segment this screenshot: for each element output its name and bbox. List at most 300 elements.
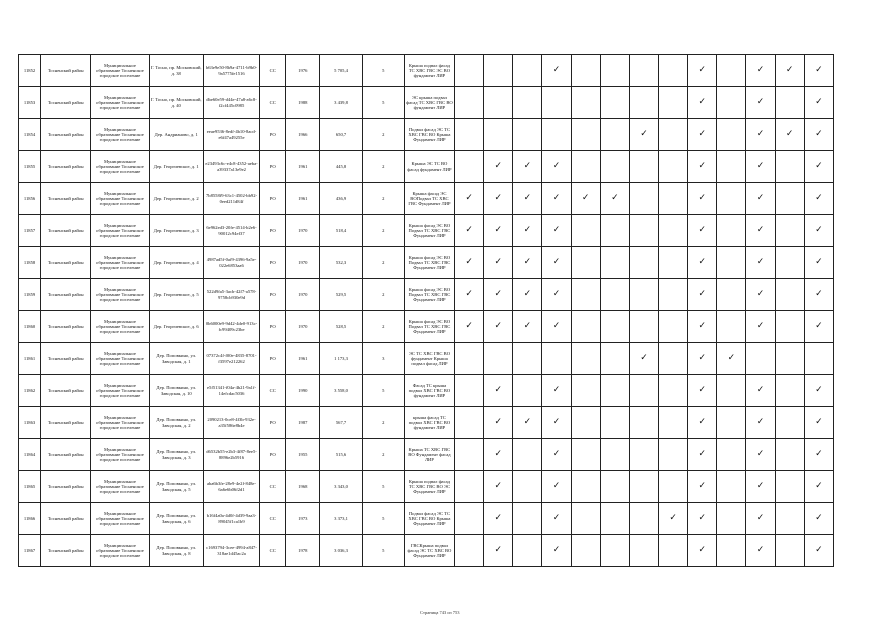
area-cell: 5 705,4 bbox=[320, 55, 362, 87]
table-row bbox=[19, 87, 834, 119]
empty-check-cell bbox=[659, 375, 688, 407]
address-cell: Дер. Георгиевское, д. 2 bbox=[149, 183, 203, 215]
empty-check-cell bbox=[542, 119, 571, 151]
table-row bbox=[19, 55, 834, 87]
fias-code-cell: b16f4a0a-4d0f-4d39-9aa3-89045f1ca1b9 bbox=[203, 503, 259, 535]
row-id: 11865 bbox=[19, 471, 41, 503]
empty-check-cell bbox=[775, 375, 804, 407]
works-cell: Крыша подвал фасад ТС ХВС ГВС ЭС ВО фундамент ЛИР bbox=[404, 55, 454, 87]
district-cell: Тосненский район bbox=[41, 471, 91, 503]
empty-check-cell bbox=[571, 151, 600, 183]
area-cell: 529,5 bbox=[320, 279, 362, 311]
check-mark-icon: ✓ bbox=[688, 439, 717, 471]
year-cell: 1968 bbox=[286, 471, 320, 503]
year-cell: 1970 bbox=[286, 279, 320, 311]
empty-check-cell bbox=[659, 471, 688, 503]
floors-cell: 2 bbox=[362, 215, 404, 247]
year-cell: 1990 bbox=[286, 375, 320, 407]
check-mark-icon: ✓ bbox=[804, 215, 833, 247]
year-cell: 1970 bbox=[286, 247, 320, 279]
empty-check-cell bbox=[629, 183, 658, 215]
check-mark-icon: ✓ bbox=[688, 87, 717, 119]
empty-check-cell bbox=[717, 439, 746, 471]
year-cell: 1970 bbox=[286, 215, 320, 247]
check-mark-icon: ✓ bbox=[688, 375, 717, 407]
works-cell: крыша фасад ТС подвал ХВС ГВС ВО фундамент ЛИР bbox=[404, 407, 454, 439]
municipality-cell: Муниципальное образование Тосненское городское поселение bbox=[91, 55, 149, 87]
check-mark-icon: ✓ bbox=[746, 279, 775, 311]
area-cell: 567,7 bbox=[320, 407, 362, 439]
floors-cell: 5 bbox=[362, 503, 404, 535]
check-mark-icon: ✓ bbox=[513, 247, 542, 279]
house-type-cell: СС bbox=[260, 503, 286, 535]
check-mark-icon: ✓ bbox=[804, 151, 833, 183]
check-mark-icon: ✓ bbox=[688, 215, 717, 247]
check-mark-icon: ✓ bbox=[513, 407, 542, 439]
empty-check-cell bbox=[571, 439, 600, 471]
check-mark-icon: ✓ bbox=[688, 183, 717, 215]
check-mark-icon: ✓ bbox=[484, 279, 513, 311]
empty-check-cell bbox=[513, 343, 542, 375]
check-mark-icon: ✓ bbox=[746, 119, 775, 151]
works-cell: Фасад ТС крыша подвал ХВС ГВС ВО фундамент ЛИР bbox=[404, 375, 454, 407]
district-cell: Тосненский район bbox=[41, 247, 91, 279]
check-mark-icon: ✓ bbox=[484, 311, 513, 343]
empty-check-cell bbox=[659, 247, 688, 279]
address-cell: Дер. Георгиевское, д. 6 bbox=[149, 311, 203, 343]
floors-cell: 2 bbox=[362, 119, 404, 151]
empty-check-cell bbox=[571, 87, 600, 119]
table-row bbox=[19, 183, 834, 215]
empty-check-cell bbox=[629, 279, 658, 311]
empty-check-cell bbox=[659, 279, 688, 311]
address-cell: Дер. Георгиевское, д. 4 bbox=[149, 247, 203, 279]
house-type-cell: СС bbox=[260, 535, 286, 567]
empty-check-cell bbox=[717, 471, 746, 503]
district-cell: Тосненский район bbox=[41, 375, 91, 407]
empty-check-cell bbox=[746, 343, 775, 375]
check-mark-icon: ✓ bbox=[571, 183, 600, 215]
address-cell: Дер. Поповкино, ул. Заводская, д. 6 bbox=[149, 503, 203, 535]
municipality-cell: Муниципальное образование Тосненское городское поселение bbox=[91, 279, 149, 311]
check-mark-icon: ✓ bbox=[513, 311, 542, 343]
empty-check-cell bbox=[775, 407, 804, 439]
district-cell: Тосненский район bbox=[41, 119, 91, 151]
check-mark-icon: ✓ bbox=[804, 183, 833, 215]
empty-check-cell bbox=[775, 247, 804, 279]
works-cell: Крыша фасад ЭС ВОПодвал ТС ХВС ГВС Фундамент ЛИР bbox=[404, 183, 454, 215]
empty-check-cell bbox=[629, 375, 658, 407]
empty-check-cell bbox=[775, 471, 804, 503]
empty-check-cell bbox=[717, 375, 746, 407]
row-id: 11856 bbox=[19, 183, 41, 215]
empty-check-cell bbox=[571, 407, 600, 439]
check-mark-icon: ✓ bbox=[804, 439, 833, 471]
empty-check-cell bbox=[455, 151, 484, 183]
check-mark-icon: ✓ bbox=[688, 279, 717, 311]
municipality-cell: Муниципальное образование Тосненское городское поселение bbox=[91, 439, 149, 471]
empty-check-cell bbox=[600, 471, 629, 503]
district-cell: Тосненский район bbox=[41, 55, 91, 87]
empty-check-cell bbox=[513, 535, 542, 567]
works-cell: Крыша фасад ЭС ВО Подвал ТС ХВС ГВС Фундамент ЛИР bbox=[404, 311, 454, 343]
empty-check-cell bbox=[455, 471, 484, 503]
check-mark-icon: ✓ bbox=[746, 311, 775, 343]
check-mark-icon: ✓ bbox=[542, 279, 571, 311]
address-cell: Дер. Поповкино, ул. Заводская, д. 5 bbox=[149, 471, 203, 503]
address-cell: Дер. Поповкино, ул. Заводская, д. 1 bbox=[149, 343, 203, 375]
check-mark-icon: ✓ bbox=[746, 151, 775, 183]
empty-check-cell bbox=[659, 343, 688, 375]
register-table bbox=[18, 54, 834, 567]
area-cell: 3 558,0 bbox=[320, 375, 362, 407]
check-mark-icon: ✓ bbox=[804, 87, 833, 119]
year-cell: 1970 bbox=[286, 311, 320, 343]
table-row bbox=[19, 215, 834, 247]
check-mark-icon: ✓ bbox=[484, 471, 513, 503]
row-id: 11857 bbox=[19, 215, 41, 247]
empty-check-cell bbox=[455, 343, 484, 375]
year-cell: 1988 bbox=[286, 87, 320, 119]
check-mark-icon: ✓ bbox=[804, 279, 833, 311]
row-id: 11861 bbox=[19, 343, 41, 375]
floors-cell: 5 bbox=[362, 55, 404, 87]
check-mark-icon: ✓ bbox=[455, 183, 484, 215]
check-mark-icon: ✓ bbox=[804, 247, 833, 279]
empty-check-cell bbox=[571, 535, 600, 567]
empty-check-cell bbox=[717, 279, 746, 311]
floors-cell: 2 bbox=[362, 247, 404, 279]
fias-code-cell: 2090213-0ce8-4f3b-932e-a35f586e8b4e bbox=[203, 407, 259, 439]
works-cell: Подвал фасад ЭС ТС ХВС ГВС ВО Крыша Фундамент ЛИР bbox=[404, 503, 454, 535]
check-mark-icon: ✓ bbox=[513, 279, 542, 311]
row-id: 11859 bbox=[19, 279, 41, 311]
municipality-cell: Муниципальное образование Тосненское городское поселение bbox=[91, 87, 149, 119]
row-id: 11866 bbox=[19, 503, 41, 535]
empty-check-cell bbox=[455, 375, 484, 407]
empty-check-cell bbox=[717, 55, 746, 87]
area-cell: 3 373,1 bbox=[320, 503, 362, 535]
register-rows bbox=[19, 55, 834, 567]
district-cell: Тосненский район bbox=[41, 151, 91, 183]
empty-check-cell bbox=[659, 87, 688, 119]
house-type-cell: СС bbox=[260, 55, 286, 87]
floors-cell: 3 bbox=[362, 343, 404, 375]
empty-check-cell bbox=[717, 247, 746, 279]
fias-code-cell: eeae9536-8edf-4b10-8acd-e6f47a49255e bbox=[203, 119, 259, 151]
empty-check-cell bbox=[717, 407, 746, 439]
district-cell: Тосненский район bbox=[41, 311, 91, 343]
check-mark-icon: ✓ bbox=[484, 375, 513, 407]
works-cell: ГВСКрыша подвал фасад ЭС ТС ХВС ВО Фундамент ЛИР bbox=[404, 535, 454, 567]
empty-check-cell bbox=[629, 535, 658, 567]
empty-check-cell bbox=[629, 311, 658, 343]
check-mark-icon: ✓ bbox=[746, 503, 775, 535]
works-cell: Крыша ТС ХВС ГВС ВО Фундамент фасад ЛИР bbox=[404, 439, 454, 471]
empty-check-cell bbox=[659, 215, 688, 247]
works-cell: Крыша подвал фасад ТС ХВС ГВС ВО ЭС Фундамент ЛИР bbox=[404, 471, 454, 503]
district-cell: Тосненский район bbox=[41, 183, 91, 215]
check-mark-icon: ✓ bbox=[484, 503, 513, 535]
check-mark-icon: ✓ bbox=[484, 247, 513, 279]
house-type-cell: СС bbox=[260, 375, 286, 407]
area-cell: 445,8 bbox=[320, 151, 362, 183]
empty-check-cell bbox=[659, 151, 688, 183]
check-mark-icon: ✓ bbox=[746, 247, 775, 279]
page-footer: Страница 743 из 753 bbox=[420, 610, 460, 615]
municipality-cell: Муниципальное образование Тосненское городское поселение bbox=[91, 535, 149, 567]
row-id: 11853 bbox=[19, 87, 41, 119]
empty-check-cell bbox=[600, 439, 629, 471]
empty-check-cell bbox=[717, 151, 746, 183]
empty-check-cell bbox=[513, 439, 542, 471]
empty-check-cell bbox=[513, 55, 542, 87]
check-mark-icon: ✓ bbox=[542, 439, 571, 471]
check-mark-icon: ✓ bbox=[746, 535, 775, 567]
check-mark-icon: ✓ bbox=[804, 471, 833, 503]
year-cell: 1976 bbox=[286, 55, 320, 87]
check-mark-icon: ✓ bbox=[484, 215, 513, 247]
floors-cell: 2 bbox=[362, 407, 404, 439]
empty-check-cell bbox=[484, 343, 513, 375]
empty-check-cell bbox=[629, 439, 658, 471]
district-cell: Тосненский район bbox=[41, 407, 91, 439]
empty-check-cell bbox=[571, 247, 600, 279]
check-mark-icon: ✓ bbox=[746, 439, 775, 471]
fias-code-cell: 0b6000e9-9d42-4de0-913c-fc99409c23be bbox=[203, 311, 259, 343]
check-mark-icon: ✓ bbox=[688, 407, 717, 439]
check-mark-icon: ✓ bbox=[542, 535, 571, 567]
check-mark-icon: ✓ bbox=[804, 311, 833, 343]
municipality-cell: Муниципальное образование Тосненское городское поселение bbox=[91, 343, 149, 375]
works-cell: Крыша фасад ЭС ВО Подвал ТС ХВС ГВС Фундамент ЛИР bbox=[404, 215, 454, 247]
empty-check-cell bbox=[571, 375, 600, 407]
check-mark-icon: ✓ bbox=[804, 503, 833, 535]
fias-code-cell: dbe60e59-d44e-47a8-a6c8-f2cf445c0985 bbox=[203, 87, 259, 119]
house-type-cell: РО bbox=[260, 247, 286, 279]
empty-check-cell bbox=[600, 119, 629, 151]
check-mark-icon: ✓ bbox=[688, 151, 717, 183]
empty-check-cell bbox=[629, 87, 658, 119]
check-mark-icon: ✓ bbox=[688, 119, 717, 151]
fias-code-cell: e5f51341-f04a-4b21-9a1f-14efcdac5036 bbox=[203, 375, 259, 407]
municipality-cell: Муниципальное образование Тосненское городское поселение bbox=[91, 151, 149, 183]
check-mark-icon: ✓ bbox=[542, 311, 571, 343]
empty-check-cell bbox=[455, 87, 484, 119]
empty-check-cell bbox=[629, 247, 658, 279]
empty-check-cell bbox=[717, 119, 746, 151]
year-cell: 1973 bbox=[286, 503, 320, 535]
row-id: 11867 bbox=[19, 535, 41, 567]
check-mark-icon: ✓ bbox=[600, 183, 629, 215]
check-mark-icon: ✓ bbox=[629, 119, 658, 151]
empty-check-cell bbox=[775, 439, 804, 471]
area-cell: 515,6 bbox=[320, 439, 362, 471]
empty-check-cell bbox=[659, 439, 688, 471]
empty-check-cell bbox=[513, 119, 542, 151]
empty-check-cell bbox=[659, 55, 688, 87]
house-type-cell: СС bbox=[260, 87, 286, 119]
empty-check-cell bbox=[513, 375, 542, 407]
area-cell: 532,3 bbox=[320, 247, 362, 279]
floors-cell: 5 bbox=[362, 375, 404, 407]
empty-check-cell bbox=[659, 119, 688, 151]
address-cell: Дер. Поповкино, ул. Заводская, д. 2 bbox=[149, 407, 203, 439]
municipality-cell: Муниципальное образование Тосненское городское поселение bbox=[91, 375, 149, 407]
empty-check-cell bbox=[775, 503, 804, 535]
empty-check-cell bbox=[717, 183, 746, 215]
fias-code-cell: 07372c4f-f00e-4835-8701-f3597e212262 bbox=[203, 343, 259, 375]
municipality-cell: Муниципальное образование Тосненское городское поселение bbox=[91, 407, 149, 439]
check-mark-icon: ✓ bbox=[542, 247, 571, 279]
check-mark-icon: ✓ bbox=[542, 471, 571, 503]
table-row bbox=[19, 503, 834, 535]
empty-check-cell bbox=[542, 87, 571, 119]
empty-check-cell bbox=[629, 151, 658, 183]
floors-cell: 2 bbox=[362, 279, 404, 311]
check-mark-icon: ✓ bbox=[542, 55, 571, 87]
district-cell: Тосненский район bbox=[41, 87, 91, 119]
fias-code-cell: b63e9e50-8b9a-4711-b9b0-9a5775fe1516 bbox=[203, 55, 259, 87]
fias-code-cell: 4987ad5f-0af9-4396-9a5e-022e6853aa6 bbox=[203, 247, 259, 279]
check-mark-icon: ✓ bbox=[746, 55, 775, 87]
row-id: 11862 bbox=[19, 375, 41, 407]
empty-check-cell bbox=[484, 119, 513, 151]
empty-check-cell bbox=[717, 87, 746, 119]
table-row bbox=[19, 151, 834, 183]
empty-check-cell bbox=[629, 407, 658, 439]
empty-check-cell bbox=[600, 375, 629, 407]
empty-check-cell bbox=[600, 87, 629, 119]
works-cell: Крыша фасад ЭС ВО Подвал ТС ХВС ГВС Фундамент ЛИР bbox=[404, 247, 454, 279]
check-mark-icon: ✓ bbox=[804, 119, 833, 151]
empty-check-cell bbox=[571, 119, 600, 151]
empty-check-cell bbox=[571, 503, 600, 535]
empty-check-cell bbox=[571, 55, 600, 87]
floors-cell: 5 bbox=[362, 471, 404, 503]
empty-check-cell bbox=[571, 279, 600, 311]
check-mark-icon: ✓ bbox=[484, 183, 513, 215]
check-mark-icon: ✓ bbox=[746, 87, 775, 119]
empty-check-cell bbox=[455, 439, 484, 471]
fias-code-cell: aba6b3fe-28e9-4e2f-848e-6a6e6b06f2d1 bbox=[203, 471, 259, 503]
check-mark-icon: ✓ bbox=[484, 535, 513, 567]
check-mark-icon: ✓ bbox=[513, 183, 542, 215]
table-row bbox=[19, 375, 834, 407]
floors-cell: 2 bbox=[362, 439, 404, 471]
empty-check-cell bbox=[659, 535, 688, 567]
area-cell: 3 439,8 bbox=[320, 87, 362, 119]
address-cell: Дер. Георгиевское, д. 3 bbox=[149, 215, 203, 247]
check-mark-icon: ✓ bbox=[484, 439, 513, 471]
empty-check-cell bbox=[775, 215, 804, 247]
fias-code-cell: c1693794-3cee-4994-a847-318ae1d45ac2a bbox=[203, 535, 259, 567]
works-cell: Крыша ЭС ТС ВО фасад фундамент ЛИР bbox=[404, 151, 454, 183]
area-cell: 3 036,3 bbox=[320, 535, 362, 567]
check-mark-icon: ✓ bbox=[659, 503, 688, 535]
check-mark-icon: ✓ bbox=[688, 311, 717, 343]
empty-check-cell bbox=[659, 407, 688, 439]
year-cell: 1961 bbox=[286, 151, 320, 183]
year-cell: 1961 bbox=[286, 183, 320, 215]
house-type-cell: РО bbox=[260, 343, 286, 375]
table-row bbox=[19, 535, 834, 567]
empty-check-cell bbox=[600, 215, 629, 247]
table-row bbox=[19, 407, 834, 439]
check-mark-icon: ✓ bbox=[688, 503, 717, 535]
house-type-cell: РО bbox=[260, 311, 286, 343]
house-type-cell: РО bbox=[260, 407, 286, 439]
check-mark-icon: ✓ bbox=[455, 215, 484, 247]
floors-cell: 5 bbox=[362, 535, 404, 567]
works-cell: Крыша фасад ЭС ВО Подвал ТС ХВС ГВС Фундамент ЛИР bbox=[404, 279, 454, 311]
municipality-cell: Муниципальное образование Тосненское городское поселение bbox=[91, 183, 149, 215]
area-cell: 528,5 bbox=[320, 311, 362, 343]
empty-check-cell bbox=[455, 119, 484, 151]
table-row bbox=[19, 119, 834, 151]
district-cell: Тосненский район bbox=[41, 343, 91, 375]
check-mark-icon: ✓ bbox=[775, 119, 804, 151]
district-cell: Тосненский район bbox=[41, 215, 91, 247]
table-row bbox=[19, 471, 834, 503]
district-cell: Тосненский район bbox=[41, 279, 91, 311]
area-cell: 518,4 bbox=[320, 215, 362, 247]
empty-check-cell bbox=[571, 311, 600, 343]
address-cell: Дер. Поповкино, ул. Заводская, д. 3 bbox=[149, 439, 203, 471]
check-mark-icon: ✓ bbox=[542, 375, 571, 407]
check-mark-icon: ✓ bbox=[513, 215, 542, 247]
empty-check-cell bbox=[513, 503, 542, 535]
municipality-cell: Муниципальное образование Тосненское городское поселение bbox=[91, 503, 149, 535]
check-mark-icon: ✓ bbox=[688, 535, 717, 567]
empty-check-cell bbox=[659, 183, 688, 215]
year-cell: 1955 bbox=[286, 439, 320, 471]
check-mark-icon: ✓ bbox=[804, 55, 833, 87]
check-mark-icon: ✓ bbox=[688, 471, 717, 503]
empty-check-cell bbox=[600, 535, 629, 567]
table-row bbox=[19, 439, 834, 471]
empty-check-cell bbox=[455, 503, 484, 535]
row-id: 11855 bbox=[19, 151, 41, 183]
check-mark-icon: ✓ bbox=[542, 407, 571, 439]
empty-check-cell bbox=[484, 55, 513, 87]
municipality-cell: Муниципальное образование Тосненское городское поселение bbox=[91, 471, 149, 503]
year-cell: 1978 bbox=[286, 535, 320, 567]
empty-check-cell bbox=[775, 87, 804, 119]
fias-code-cell: d6532b55-e2b3-4f87-8ee5-8896e2b5916 bbox=[203, 439, 259, 471]
address-cell: Дер. Георгиевское, д. 5 bbox=[149, 279, 203, 311]
district-cell: Тосненский район bbox=[41, 503, 91, 535]
house-type-cell: РО bbox=[260, 439, 286, 471]
empty-check-cell bbox=[717, 311, 746, 343]
empty-check-cell bbox=[484, 87, 513, 119]
row-id: 11854 bbox=[19, 119, 41, 151]
check-mark-icon: ✓ bbox=[688, 343, 717, 375]
empty-check-cell bbox=[600, 343, 629, 375]
empty-check-cell bbox=[717, 503, 746, 535]
empty-check-cell bbox=[717, 215, 746, 247]
address-cell: Дер. Поповкино, ул. Заводская, д. 8 bbox=[149, 535, 203, 567]
empty-check-cell bbox=[600, 503, 629, 535]
check-mark-icon: ✓ bbox=[804, 535, 833, 567]
empty-check-cell bbox=[775, 279, 804, 311]
table-row bbox=[19, 247, 834, 279]
house-type-cell: СС bbox=[260, 471, 286, 503]
row-id: 11852 bbox=[19, 55, 41, 87]
check-mark-icon: ✓ bbox=[775, 55, 804, 87]
check-mark-icon: ✓ bbox=[804, 375, 833, 407]
municipality-cell: Муниципальное образование Тосненское городское поселение bbox=[91, 247, 149, 279]
